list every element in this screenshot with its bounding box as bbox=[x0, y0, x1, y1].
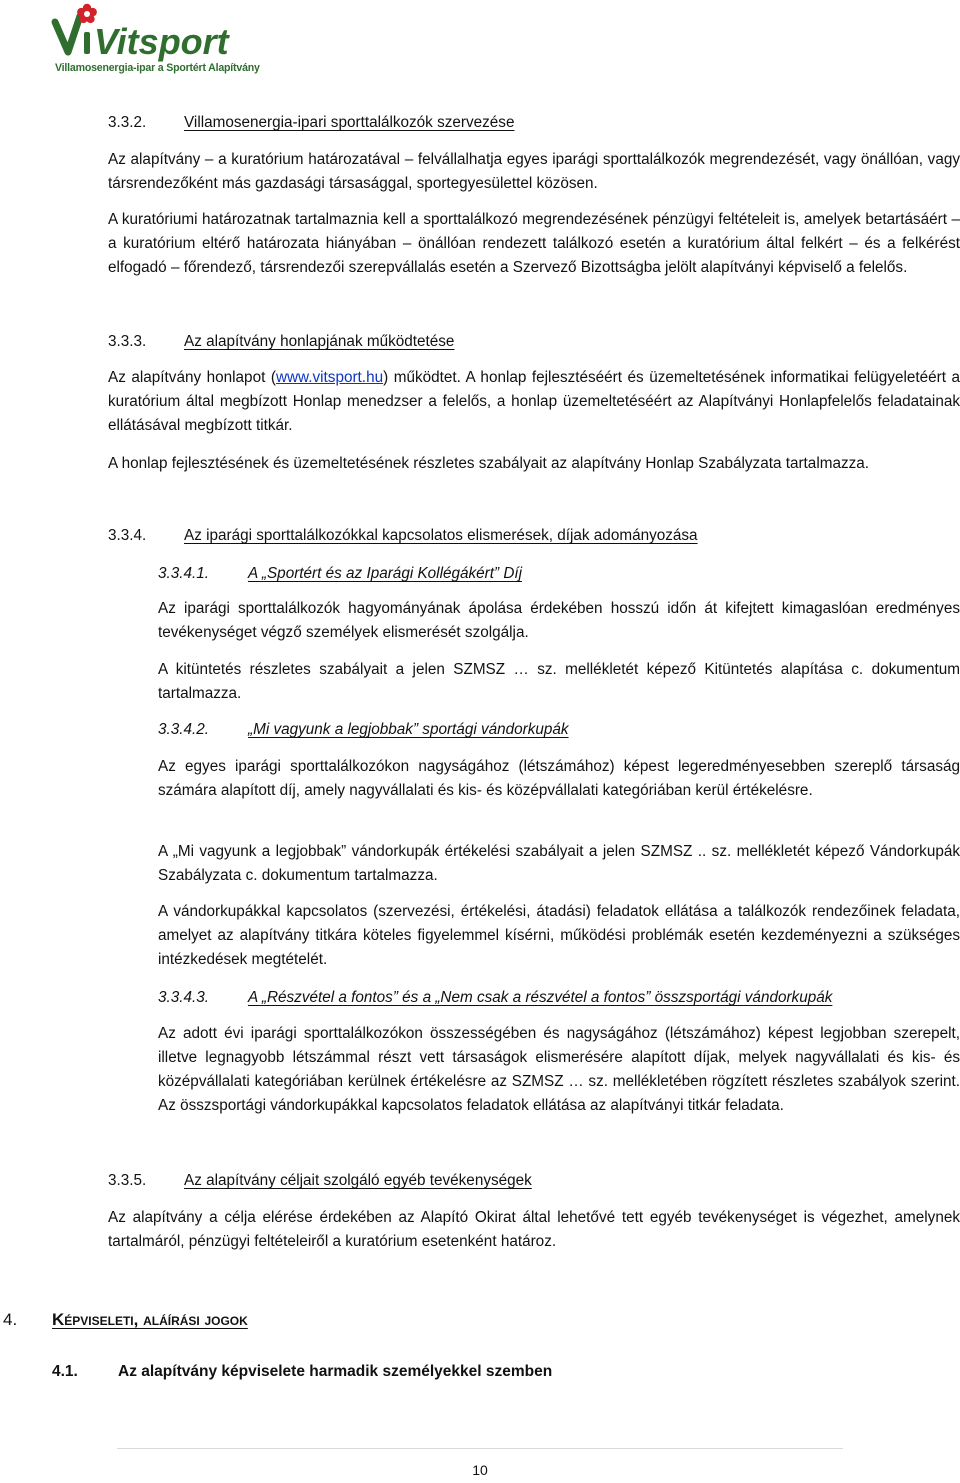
section-title: Az alapítvány képviselete harmadik személyekkel szemben bbox=[118, 1363, 553, 1380]
logo-tagline: Villamosenergia-ipar a Sportért Alapítvány bbox=[55, 62, 260, 74]
paragraph: Az alapítvány – a kuratórium határozatával – felvállalhatja egyes iparági sporttalálkozók megrendezését, vagy önállóan, vagy társrendezőként más gazdasági társasággal, sportegyesülettel közösen. bbox=[108, 151, 960, 192]
section-title: Villamosenergia-ipari sporttalálkozók szervezése bbox=[184, 114, 515, 131]
section-title: Az alapítvány céljait szolgáló egyéb tevékenységek bbox=[184, 1172, 532, 1189]
paragraph: Az adott évi iparági sporttalálkozókon összességében és nagyságához (létszámához) képest legjobban szerepelt, illetve legnagyobb létszámmal részt vett társaságok elismerésére alapított díjak, melyek nagyvállalati és kis- és középvállalati kategóriában kerülnek értékelésre az SZMSZ … sz. mellékletében rögzített részletes szabályok szerint. Az összsportági vándorkupákkal kapcsolatos feladatok ellátása az alapítványi titkár feladata. bbox=[158, 1025, 960, 1114]
link-text: www.vitsport. bbox=[275, 369, 367, 386]
paragraph: Az iparági sporttalálkozók hagyományának ápolása érdekében hosszú időn át kifejtett kimagaslóan eredményes tevékenységet végző személyek elismerését szolgálja. bbox=[158, 600, 960, 641]
website-link[interactable] bbox=[276, 369, 383, 386]
paragraph: A kuratóriumi határozatnak tartalmaznia kell a sporttalálkozó megrendezésének pénzügyi feltételeit is, amelyek betartásáért – a kuratórium eltérő határozata hiányában – önállóan rendezett találkozó esetén a kuratórium által felkért – és a felkérést elfogadó – főrendező, társrendezői szerepvállalás esetén a Szervező Bizottságba jelölt alapítványi képviselő a felelős. bbox=[108, 211, 960, 276]
paragraph: Az alapítvány a célja elérése érdekében az Alapító Okirat által lehetővé tett egyéb tevékenységet is végezhet, amelynek tartalmáról, pénzügyi feltételeiről a kuratórium esetenként határoz. bbox=[108, 1209, 960, 1250]
subsection-title: A „Részvétel a fontos” és a „Nem csak a részvétel a fontos” összsportági vándorkupák bbox=[248, 989, 833, 1006]
subsection-title: „Mi vagyunk a legjobbak” sportági vándorkupák bbox=[248, 721, 569, 738]
section-number: 3.3.3. bbox=[108, 333, 147, 350]
footer-divider bbox=[117, 1448, 843, 1449]
subsection-number: 3.3.4.3. bbox=[158, 989, 210, 1006]
paragraph: A kitüntetés részletes szabályait a jelen SZMSZ … sz. mellékletét képező Kitüntetés alapítása c. dokumentum tartalmazza. bbox=[158, 661, 960, 702]
paragraph: A vándorkupákkal kapcsolatos (szervezési, értékelési, átadási) feladatok ellátása a találkozók rendezőinek feladata, amelyet az alapítvány titkára köteles figyelemmel kísérni, működési problémák esetén kezdeményezni a szükséges intézkedések megtételét. bbox=[158, 903, 960, 968]
section-title: Az alapítvány honlapjának működtetése bbox=[184, 333, 455, 350]
subsection-title: A „Sportért és az Iparági Kollégákért” Díj bbox=[248, 565, 523, 582]
chapter-heading-4 bbox=[3, 1307, 248, 1333]
section-number: 4.1. bbox=[52, 1363, 78, 1380]
chapter-number: 4. bbox=[3, 1310, 18, 1329]
section-number: 3.3.5. bbox=[108, 1172, 147, 1189]
section-title: Az iparági sporttalálkozókkal kapcsolatos elismerések, díjak adományozása bbox=[184, 527, 698, 544]
section-heading-4-1 bbox=[52, 1360, 553, 1384]
paragraph: Az egyes iparági sporttalálkozókon nagyságához (létszámához) képest legeredményesebben szereplő társaság számára alapított díj, amely nagyvállalati és kis- és középvállalati kategóriában kerül értékelésre. bbox=[158, 758, 960, 799]
link-text: hu bbox=[366, 369, 384, 386]
paragraph: A „Mi vagyunk a legjobbak” vándorkupák értékelési szabályait a jelen SZMSZ .. sz. mellékletét képező Vándorkupák Szabályzata c. dokumentum tartalmazza. bbox=[158, 843, 960, 884]
text-run: Az alapítvány honlapot ( bbox=[108, 369, 276, 386]
subsection-number: 3.3.4.2. bbox=[158, 721, 210, 738]
foundation-logo bbox=[50, 2, 260, 82]
section-number: 3.3.2. bbox=[108, 114, 147, 131]
page-number: 10 bbox=[472, 1462, 488, 1478]
paragraph: A honlap fejlesztésének és üzemeltetésének részletes szabályait az alapítvány Honlap Szabályzata tartalmazza. bbox=[108, 455, 870, 472]
section-number: 3.3.4. bbox=[108, 527, 147, 544]
chapter-title: Képviseleti, aláírási jogok bbox=[52, 1310, 248, 1329]
text-run: ) működtet. A honlap fejlesztéséért és üzemeltetésének informatikai felügyeletéért a kuratórium által megbízott Honlap menedzser a felelős, a honlap üzemeltetéséért az Alapítványi Honlapfelelős feladatainak ellátásával megbízott titkár. bbox=[108, 369, 960, 434]
logo-wordmark: Vitsport bbox=[94, 21, 229, 62]
subsection-number: 3.3.4.1. bbox=[158, 565, 210, 582]
paragraph bbox=[108, 366, 960, 438]
vitsport-logo-mark bbox=[50, 2, 240, 64]
